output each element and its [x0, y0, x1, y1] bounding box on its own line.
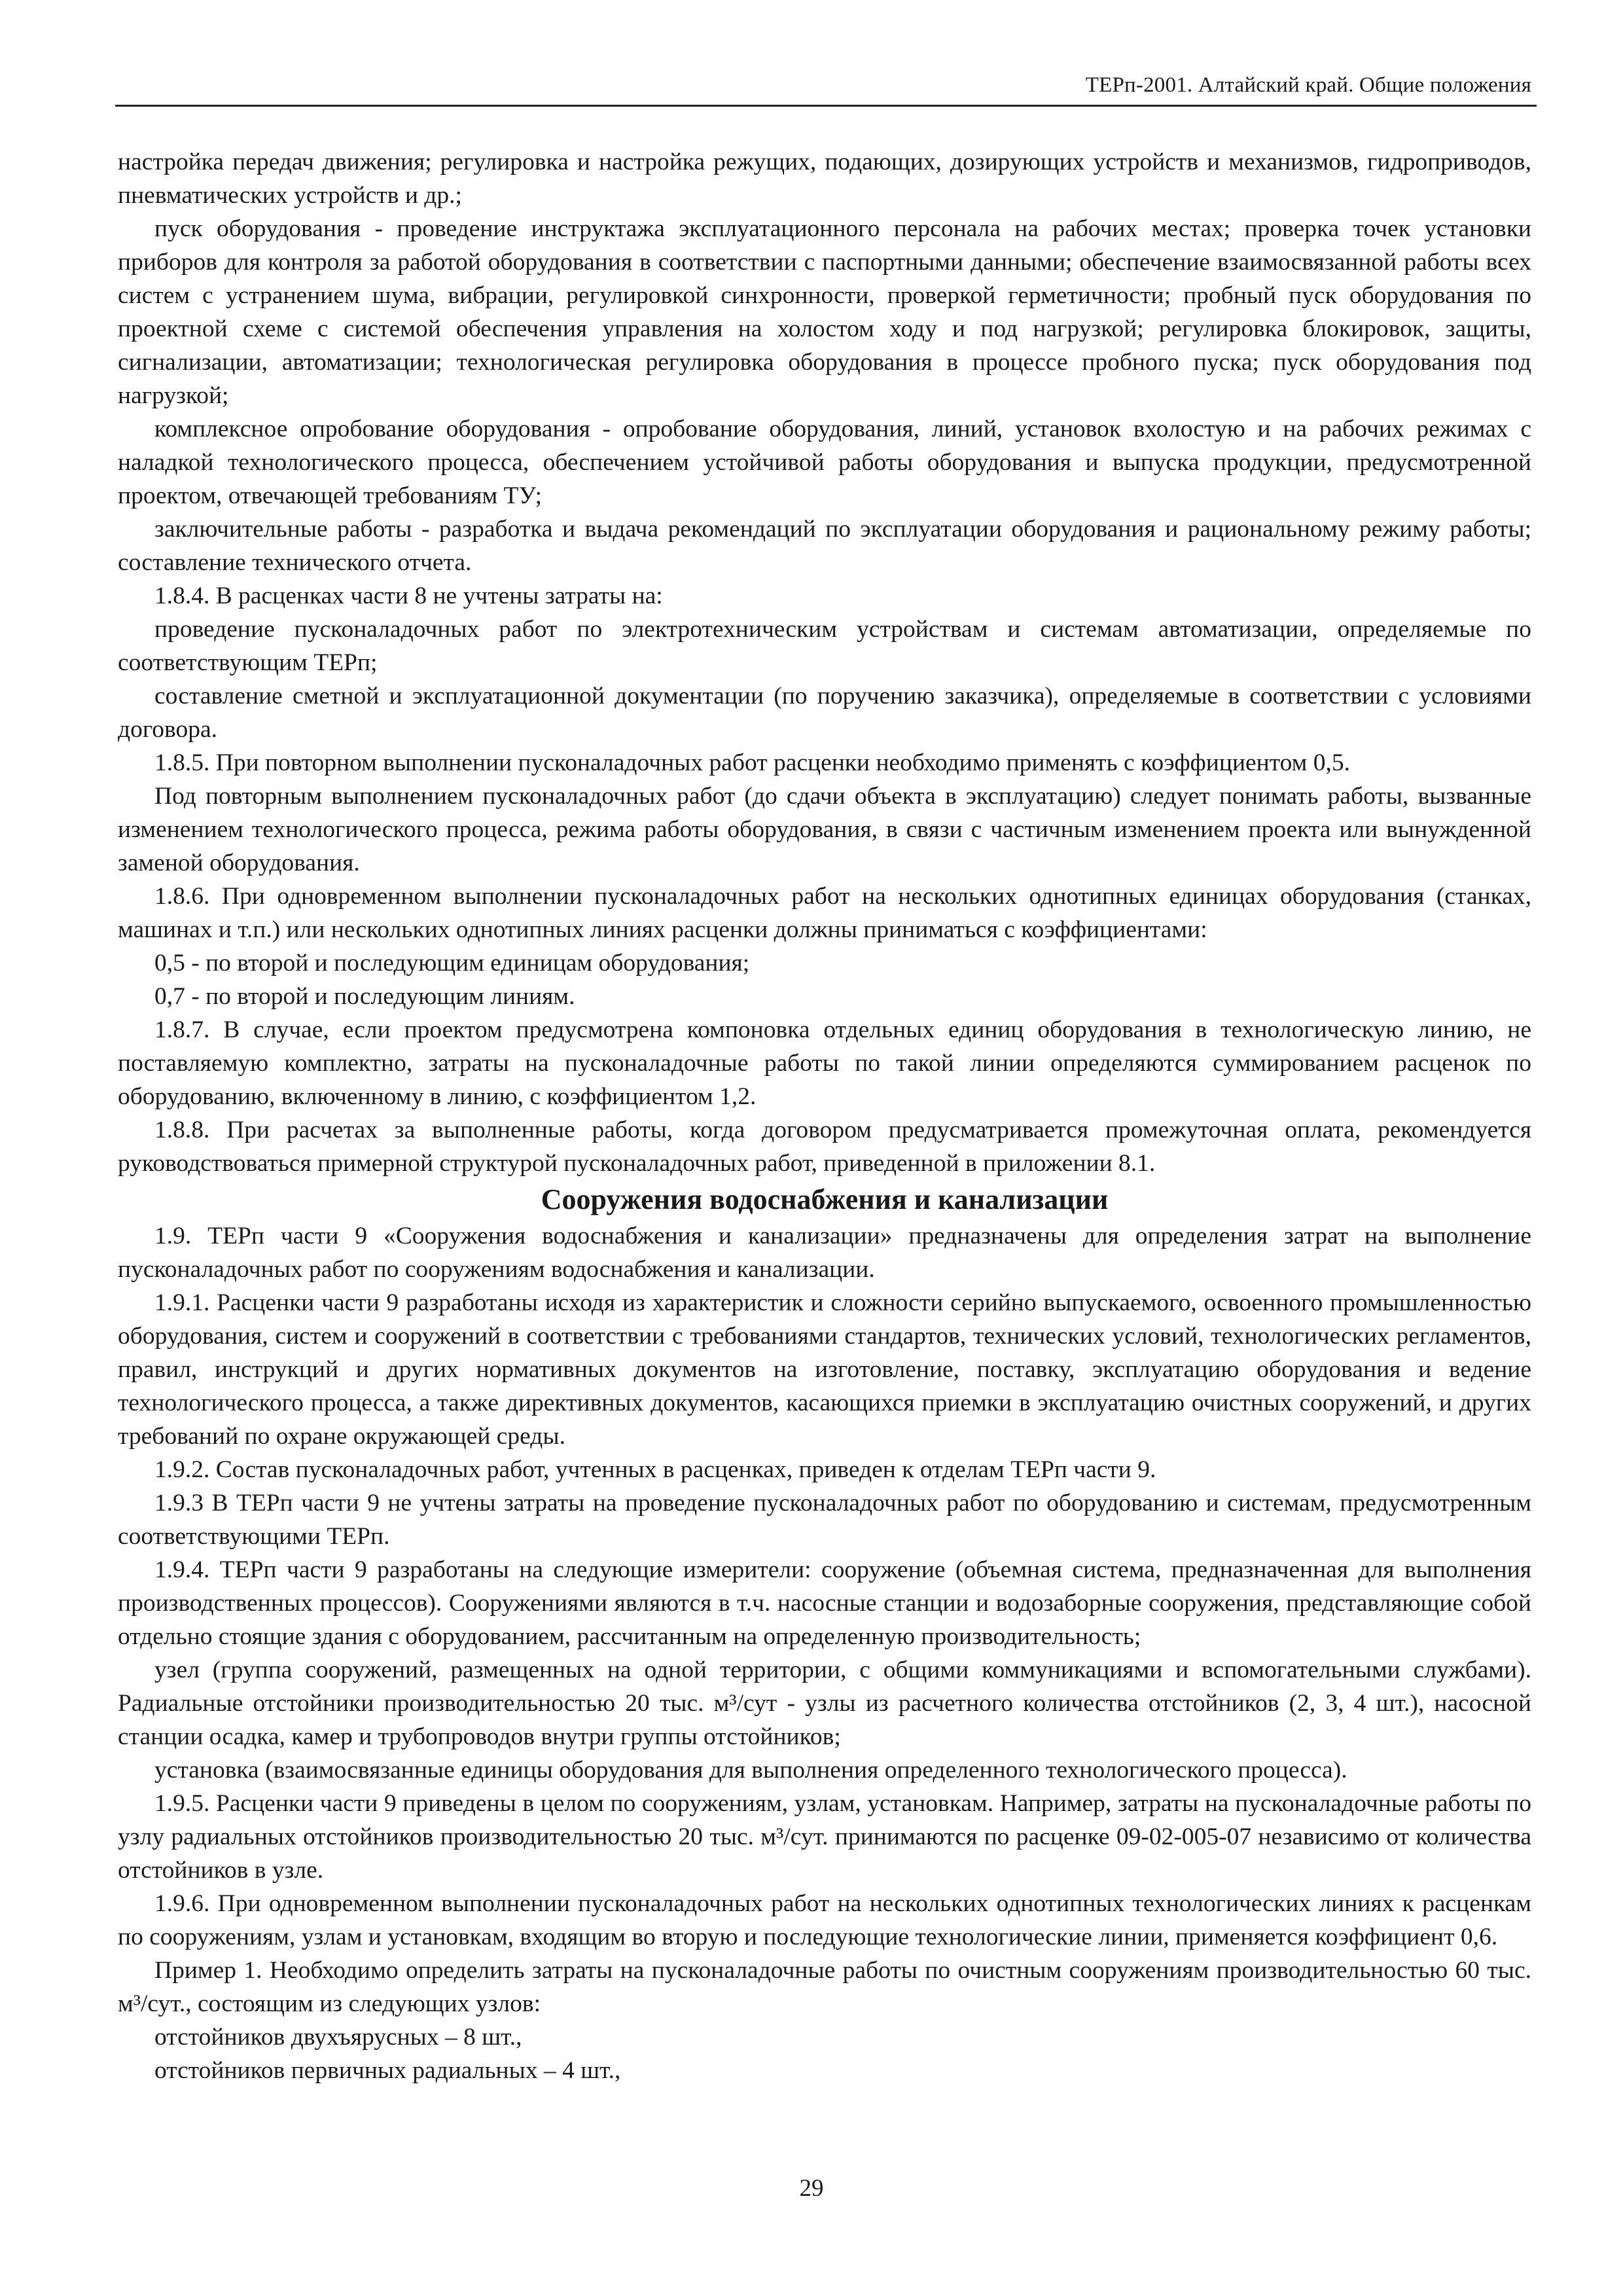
paragraph: проведение пусконаладочных работ по электротехническим устройствам и системам автоматизации, определяемые по соответствующим ТЕРп; — [118, 616, 1531, 676]
paragraph: настройка передач движения; регулировка и настройка режущих, подающих, дозирующих устройств и механизмов, гидроприводов, пневматических устройств и др.; — [118, 149, 1531, 209]
header-title: ТЕРп-2001. Алтайский край. Общие положения — [1085, 73, 1531, 97]
paragraph: 1.9. ТЕРп части 9 «Сооружения водоснабжения и канализации» предназначены для определения затрат на выполнение пусконаладочных работ по сооружениям водоснабжения и канализации. — [118, 1223, 1531, 1283]
paragraph: 1.8.7. В случае, если проектом предусмотрена компоновка отдельных единиц оборудования в технологическую линию, не поставляемую комплектно, затраты на пусконаладочные работы по такой линии определяются суммированием расценок по оборудованию, включенному в линию, с коэффициентом 1,2. — [118, 1016, 1531, 1110]
paragraph: 1.8.5. При повторном выполнении пусконаладочных работ расценки необходимо применять с коэффициентом 0,5. — [154, 749, 1351, 776]
paragraph: пуск оборудования - проведение инструктажа эксплуатационного персонала на рабочих местах; проверка точек установки приборов для контроля за работой оборудования в соответствии с паспортными данными; обеспечение взаимосвязанной работы всех систем с устранением шума, вибрации, регулировкой синхронности, проверкой герметичности; пробный пуск оборудования по проектной схеме с системой обеспечения управления на холостом ходу и под нагрузкой; регулировка блокировок, защиты, сигнализации, автоматизации; технологическая регулировка оборудования в процессе пробного пуска; пуск оборудования под нагрузкой; — [118, 215, 1531, 409]
paragraph: отстойников первичных радиальных – 4 шт., — [154, 2057, 621, 2084]
document-body — [118, 145, 1531, 2087]
paragraph: Под повторным выполнением пусконаладочных работ (до сдачи объекта в эксплуатацию) следует понимать работы, вызванные изменением технологического процесса, режима работы оборудования, в связи с частичным изменением проекта или вынужденной заменой оборудования. — [118, 783, 1531, 876]
paragraph: 0,5 - по второй и последующим единицам оборудования; — [154, 950, 750, 977]
paragraph: составление сметной и эксплуатационной документации (по поручению заказчика), определяемые в соответствии с условиями договора. — [118, 683, 1531, 743]
paragraph: 1.8.8. При расчетах за выполненные работы, когда договором предусматривается промежуточная оплата, рекомендуется руководствоваться примерной структурой пусконаладочных работ, приведенной в приложении 8.1. — [118, 1117, 1531, 1177]
paragraph: отстойников двухъярусных – 8 шт., — [154, 2024, 522, 2051]
paragraph: 1.9.4. ТЕРп части 9 разработаны на следующие измерители: сооружение (объемная система, предназначенная для выполнения производственных процессов). Сооружениями являются в т.ч. насосные станции и водозаборные сооружения, представляющие собой отдельно стоящие здания с оборудованием, рассчитанным на определенную производительность; — [118, 1556, 1531, 1650]
paragraph: 1.8.6. При одновременном выполнении пусконаладочных работ на нескольких однотипных единицах оборудования (станках, машинах и т.п.) или нескольких однотипных линиях расценки должны приниматься с коэффициентами: — [118, 883, 1531, 943]
paragraph: узел (группа сооружений, размещенных на одной территории, с общими коммуникациями и вспомогательными службами). Радиальные отстойники производительностью 20 тыс. м³/сут - узлы из расчетного количества отстойников (2, 3, 4 шт.), насосной станции осадка, камер и трубопроводов внутри группы отстойников; — [118, 1657, 1531, 1750]
paragraph: Пример 1. Необходимо определить затраты на пусконаладочные работы по очистным сооружениям производительностью 60 тыс. м³/сут., состоящим из следующих узлов: — [118, 1957, 1531, 2017]
section-heading: Сооружения водоснабжения и канализации — [541, 1183, 1109, 1215]
paragraph: 1.8.4. В расценках части 8 не учтены затраты на: — [154, 583, 663, 609]
section-1-8-text — [118, 145, 1531, 1180]
page-header — [115, 73, 1537, 107]
paragraph: 1.9.6. При одновременном выполнении пусконаладочных работ на нескольких однотипных технологических линиях к расценкам по сооружениям, узлам и установкам, входящим во вторую и последующие технологические линии, применяется коэффициент 0,6. — [118, 1890, 1531, 1950]
paragraph: заключительные работы - разработка и выдача рекомендаций по эксплуатации оборудования и рациональному режиму работы; составление технического отчета. — [118, 516, 1531, 576]
paragraph: 1.9.2. Состав пусконаладочных работ, учтенных в расценках, приведен к отделам ТЕРп части 9. — [154, 1456, 1156, 1483]
paragraph: 1.9.5. Расценки части 9 приведены в целом по сооружениям, узлам, установкам. Например, затраты на пусконаладочные работы по узлу радиальных отстойников производительностью 20 тыс. м³/сут. принимаются по расценке 09-02-005-07 независимо от количества отстойников в узле. — [118, 1790, 1531, 1884]
section-1-9-text — [118, 1219, 1531, 2087]
paragraph: 0,7 - по второй и последующим линиям. — [154, 983, 575, 1010]
paragraph: 1.9.1. Расценки части 9 разработаны исходя из характеристик и сложности серийно выпускаемого, освоенного промышленностью оборудования, систем и сооружений в соответствии с требованиями стандартов, технических условий, технологических регламентов, правил, инструкций и других нормативных документов на изготовление, поставку, эксплуатацию оборудования и ведение технологического процесса, а также директивных документов, касающихся приемки в эксплуатацию очистных сооружений, и других требований по охране окружающей среды. — [118, 1289, 1531, 1450]
paragraph: 1.9.3 В ТЕРп части 9 не учтены затраты на проведение пусконаладочных работ по оборудованию и системам, предусмотренным соответствующими ТЕРп. — [118, 1490, 1531, 1550]
paragraph: комплексное опробование оборудования - опробование оборудования, линий, установок вхолостую и на рабочих режимах с наладкой технологического процесса, обеспечением устойчивой работы оборудования и выпуска продукции, предусмотренной проектом, отвечающей требованиям ТУ; — [118, 416, 1531, 509]
paragraph: установка (взаимосвязанные единицы оборудования для выполнения определенного технологического процесса). — [154, 1757, 1347, 1784]
page-number: 29 — [799, 2175, 824, 2202]
